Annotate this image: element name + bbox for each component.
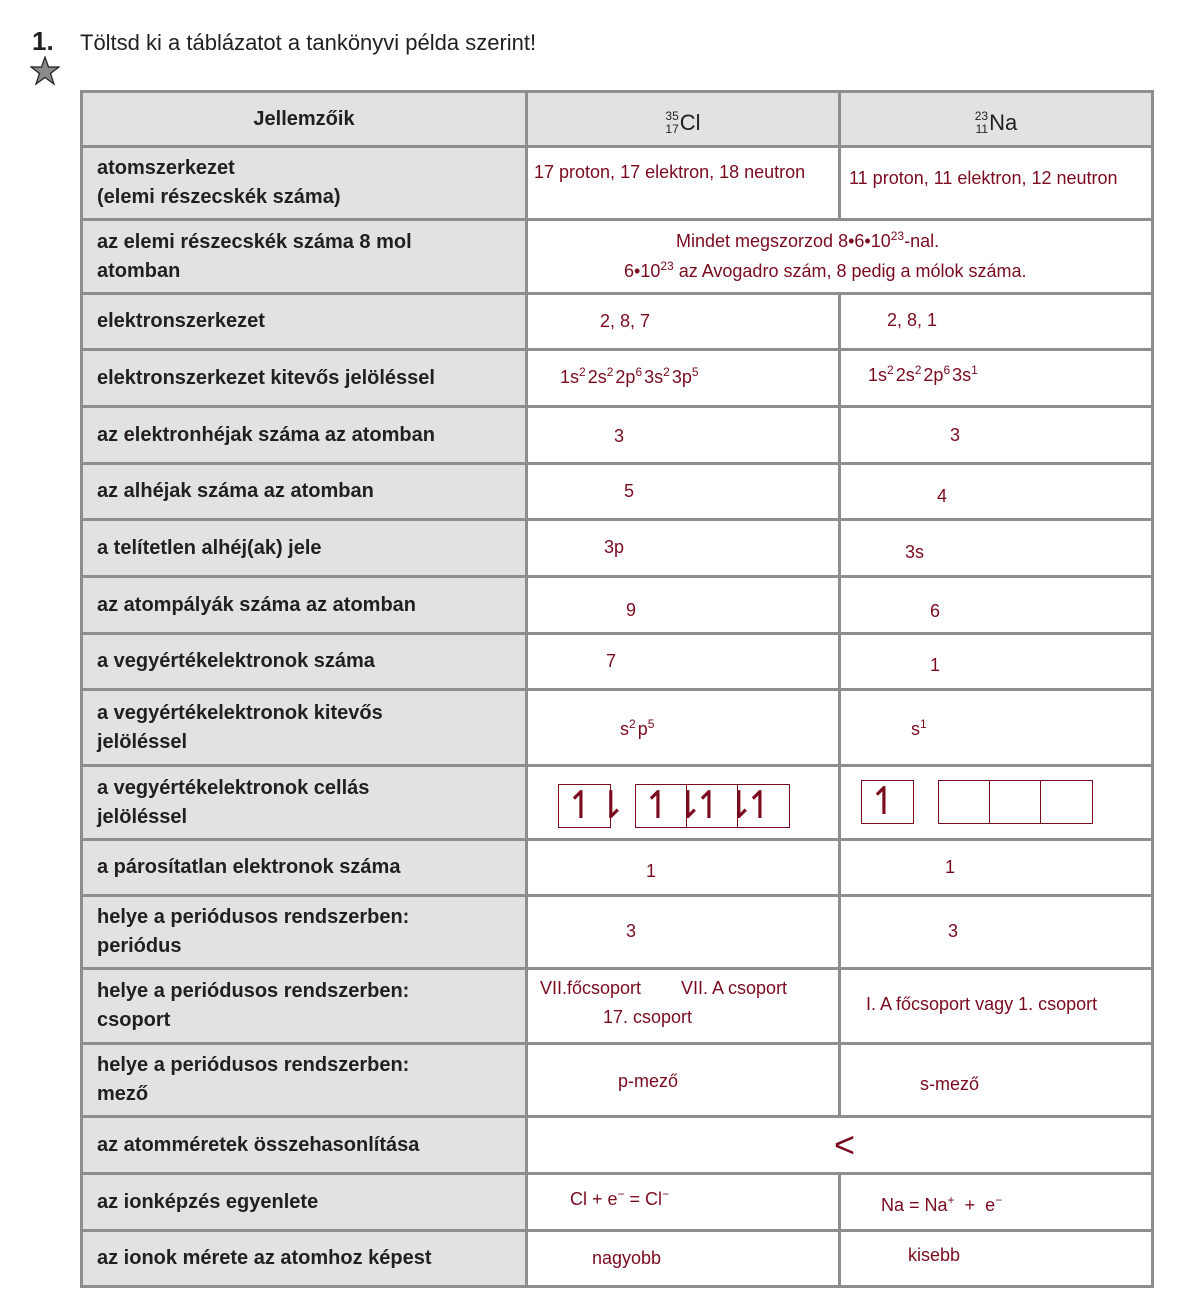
cl-answer-field[interactable] [527, 464, 840, 520]
row-label: helye a periódusos rendszerben: csoport [82, 969, 527, 1044]
cl-group-a: VII. A csoport [681, 978, 788, 998]
orbital-term: 2p [615, 367, 636, 387]
na-answer-field[interactable] [840, 1174, 1153, 1231]
row-label: a vegyértékelektronok száma [82, 634, 527, 690]
cl-group-number: 17. csoport [603, 1007, 693, 1027]
electron-count-exponent: 1 [920, 717, 927, 731]
na-answer-field[interactable] [840, 1231, 1153, 1287]
na-s-orbital-box [861, 780, 914, 824]
cl-answer-field[interactable] [527, 690, 840, 766]
na-answer-field[interactable] [840, 294, 1153, 350]
na-valence-configuration [911, 719, 929, 740]
electron-count-exponent: 6 [635, 365, 643, 379]
na-value: kisebb [908, 1245, 961, 1265]
merged-answer-field[interactable] [527, 220, 1153, 294]
electron-count-exponent: 1 [971, 363, 978, 377]
na-answer-field[interactable] [840, 147, 1153, 220]
cl-mass-number: 35 [665, 108, 679, 123]
orbital-term: s [620, 719, 629, 739]
row-label: a telítetlen alhéj(ak) jele [82, 520, 527, 577]
cl-value: 17 proton, 17 elektron, 18 neutron [534, 162, 806, 182]
electron-count-exponent: 2 [914, 363, 922, 377]
row-label: az ionképzés egyenlete [82, 1174, 527, 1231]
table-row [82, 969, 1153, 1044]
cl-answer-field[interactable] [527, 350, 840, 407]
table-row [82, 1117, 1153, 1174]
cl-p-orbital-box [635, 784, 790, 828]
cl-value: 9 [626, 600, 637, 620]
orbital-term: 3p [671, 367, 692, 387]
row-label: helye a periódusos rendszerben: periódus [82, 896, 527, 969]
na-orbital-diagram[interactable] [840, 766, 1153, 840]
cl-answer-field[interactable] [527, 147, 840, 220]
cl-value: 1 [646, 861, 657, 881]
electron-count-exponent: 2 [887, 363, 894, 377]
cl-group-main: VII.főcsoport [540, 978, 642, 998]
row-label: az elemi részecskék száma 8 mol atomban [82, 220, 527, 294]
na-value: I. A főcsoport vagy 1. csoport [866, 994, 1098, 1014]
cl-answer-field[interactable] [527, 969, 840, 1044]
table-row [82, 464, 1153, 520]
na-answer-field[interactable] [840, 896, 1153, 969]
row-label: a párosítatlan elektronok száma [82, 840, 527, 896]
exercise-number: 1. [32, 26, 54, 56]
table-row [82, 294, 1153, 350]
row-label: az alhéjak száma az atomban [82, 464, 527, 520]
na-p-orbital-box [938, 780, 1093, 824]
orbital-term: s [911, 719, 920, 739]
na-answer-field[interactable] [840, 690, 1153, 766]
cl-value: nagyobb [592, 1248, 662, 1268]
table-row [82, 766, 1153, 840]
table-header-row [82, 92, 1153, 147]
electron-count-exponent: 2 [663, 365, 670, 379]
orbital-cell [990, 781, 1041, 823]
cl-value: 5 [624, 481, 635, 501]
orbital-term: p [637, 719, 648, 739]
cl-value: 7 [606, 651, 617, 671]
orbital-cell: ↿ [744, 785, 774, 827]
table-row [82, 634, 1153, 690]
electron-count-exponent: 2 [579, 365, 586, 379]
row-label: a vegyértékelektronok cellás jelöléssel [82, 766, 527, 840]
row-label: az ionok mérete az atomhoz képest [82, 1231, 527, 1287]
cl-answer-field[interactable] [527, 1044, 840, 1117]
cl-answer-field[interactable] [527, 577, 840, 634]
na-answer-field[interactable] [840, 350, 1153, 407]
row-label: helye a periódusos rendszerben: mező [82, 1044, 527, 1117]
na-answer-field[interactable] [840, 634, 1153, 690]
row-label: az atompályák száma az atomban [82, 577, 527, 634]
cl-value: 3 [614, 426, 625, 446]
row-label: a vegyértékelektronok kitevős jelöléssel [82, 690, 527, 766]
na-mass-number: 23 [974, 108, 989, 123]
cl-s-orbital-box [558, 784, 625, 828]
na-symbol: Na [989, 109, 1018, 135]
exercise-instruction: Töltsd ki a táblázatot a tankönyvi példa szerint! [80, 30, 537, 55]
na-answer-field[interactable] [840, 577, 1153, 634]
table-row [82, 1044, 1153, 1117]
orbital-term: 3s [952, 365, 972, 385]
table-row [82, 840, 1153, 896]
orbital-cell [939, 781, 990, 823]
orbital-cell: ↿⇂ [687, 785, 738, 827]
na-answer-field[interactable] [840, 1044, 1153, 1117]
cl-answer-field[interactable] [527, 634, 840, 690]
na-answer-field[interactable] [840, 520, 1153, 577]
na-configuration [868, 365, 980, 386]
cl-symbol: Cl [679, 109, 701, 135]
na-answer-field[interactable] [840, 969, 1153, 1044]
row-label: elektronszerkezet [82, 294, 527, 350]
orbital-term: 2s [895, 365, 915, 385]
table-row [82, 690, 1153, 766]
na-ion-equation: Na = Na+ + e− [881, 1193, 1003, 1215]
electron-count-exponent: 5 [691, 365, 699, 379]
table-row [82, 220, 1153, 294]
cl-value: 3p [604, 537, 625, 557]
orbital-term: 2s [587, 367, 607, 387]
size-comparison-field[interactable] [527, 1117, 1153, 1174]
header-characteristics: Jellemzőik [82, 92, 527, 147]
na-value: 11 proton, 11 elektron, 12 neutron [849, 168, 1118, 188]
electron-count-exponent: 2 [606, 365, 614, 379]
na-answer-field[interactable] [840, 840, 1153, 896]
na-value: 3 [948, 921, 959, 941]
cl-configuration [560, 367, 701, 388]
cl-valence-configuration [620, 719, 656, 740]
table-row [82, 350, 1153, 407]
cl-value: 2, 8, 7 [600, 311, 651, 331]
na-answer-field[interactable] [840, 464, 1153, 520]
header-chlorine [527, 92, 840, 147]
na-value: 3 [950, 425, 961, 445]
electron-count-exponent: 5 [647, 717, 655, 731]
row-label: az atomméretek összehasonlítása [82, 1117, 527, 1174]
cl-answer-field[interactable] [527, 294, 840, 350]
header-sodium [840, 92, 1153, 147]
table-row [82, 896, 1153, 969]
cl-answer-field[interactable] [527, 896, 840, 969]
cl-answer-field[interactable] [527, 520, 840, 577]
orbital-term: 2p [923, 365, 944, 385]
orbital-term: 1s [560, 367, 580, 387]
orbital-term: 1s [868, 365, 888, 385]
table-row [82, 1231, 1153, 1287]
table-row [82, 407, 1153, 464]
row-label: az elektronhéjak száma az atomban [82, 407, 527, 464]
cl-answer-field[interactable] [527, 407, 840, 464]
table-row [82, 520, 1153, 577]
cl-answer-field[interactable] [527, 840, 840, 896]
table-row [82, 147, 1153, 220]
cl-answer-field[interactable] [527, 1231, 840, 1287]
cl-ion-equation: Cl + e− = Cl− [570, 1187, 670, 1209]
na-value: 1 [945, 857, 956, 877]
cl-atomic-number: 17 [665, 121, 679, 136]
na-value: 3s [905, 542, 925, 562]
orbital-term: 3s [644, 367, 664, 387]
row-label: atomszerkezet (elemi részecskék száma) [82, 147, 527, 220]
orbital-cell: ↿ [868, 781, 898, 823]
na-value: 2, 8, 1 [887, 310, 938, 330]
table-row [82, 1174, 1153, 1231]
cl-orbital-diagram[interactable] [527, 766, 840, 840]
star-icon [30, 56, 60, 86]
electron-count-exponent: 2 [629, 717, 636, 731]
cl-answer-field[interactable] [527, 1174, 840, 1231]
less-than-sign: < [834, 1124, 856, 1165]
na-value: 1 [930, 655, 941, 675]
na-value: s-mező [920, 1074, 980, 1094]
row-label: elektronszerkezet kitevős jelöléssel [82, 350, 527, 407]
na-value: 4 [937, 486, 948, 506]
electron-count-exponent: 6 [943, 363, 951, 377]
orbital-cell [1041, 781, 1092, 823]
table-row [82, 577, 1153, 634]
na-answer-field[interactable] [840, 407, 1153, 464]
cl-value: p-mező [618, 1071, 679, 1091]
merged-line-1: Mindet megszorzod $8•6•10^{23}$-nal. [676, 229, 940, 251]
orbital-cell: ↿⇂ [636, 785, 687, 827]
na-atomic-number: 11 [975, 121, 989, 136]
na-value: 6 [930, 601, 941, 621]
merged-line-2: $6•10^{23}$ az Avogadro szám, 8 pedig a mólok száma. [624, 259, 1027, 281]
orbital-cell: ↿⇂ [565, 785, 625, 827]
properties-table [80, 90, 1154, 1288]
cl-value: 3 [626, 921, 637, 941]
